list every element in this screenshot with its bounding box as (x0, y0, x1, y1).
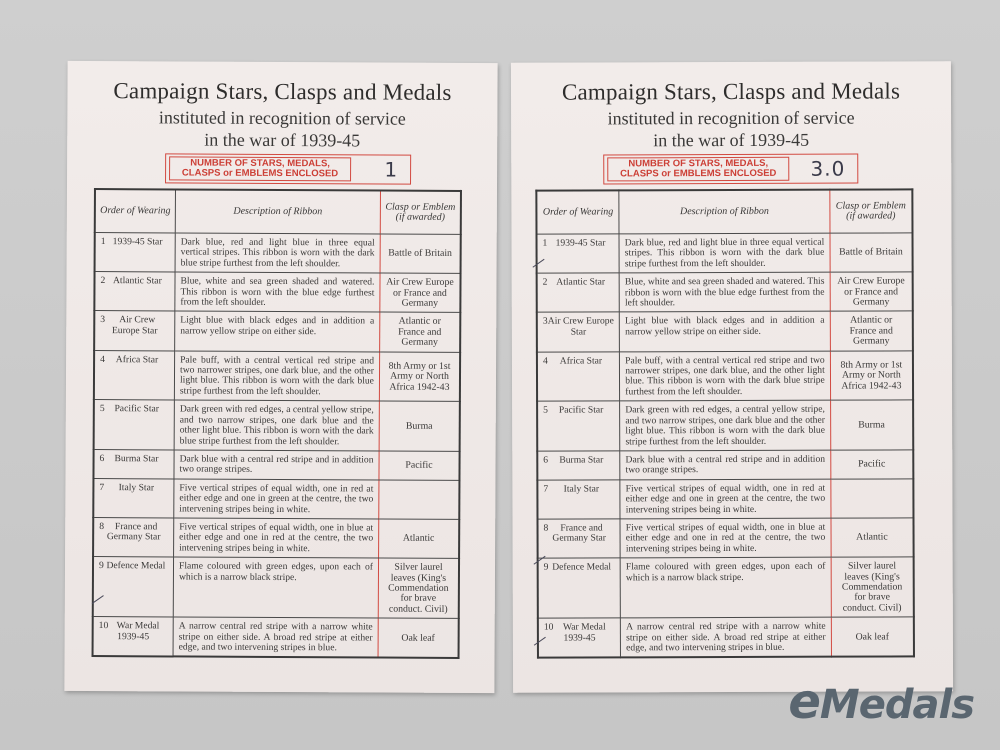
header-description: Description of Ribbon (175, 189, 380, 234)
enclosed-count-label: NUMBER OF STARS, MEDALS, CLASPS or EMBLEMS ENCLOSED (169, 156, 351, 181)
order-cell (93, 449, 174, 478)
header-order: Order of Wearing (95, 189, 176, 233)
ribbon-description: A narrow central red stripe with a narrow white stripe on either side. A broad red stripe at either edge, and two intervening stripes in blue. (621, 617, 832, 657)
ribbon-description: Flame coloured with green edges, upon each of which is a narrow black stripe. (620, 557, 831, 618)
clasp-emblem (379, 480, 460, 520)
order-cell (537, 312, 620, 352)
clasp-emblem: Atlantic or France and Germany (830, 311, 913, 351)
table-row (94, 272, 460, 313)
clasp-emblem: Oak leaf (831, 617, 914, 657)
medal-name: Pacific Star (558, 404, 604, 416)
medal-name: Africa Star (559, 355, 603, 367)
table-row (537, 400, 913, 451)
clasp-emblem: Atlantic or France and Germany (380, 312, 461, 352)
enclosed-count-box (165, 153, 411, 184)
medal-name: Burma Star (114, 453, 159, 465)
ribbon-table (92, 188, 462, 659)
enclosed-count-value: 3.0 (810, 156, 846, 181)
order-number: 9 (543, 561, 549, 573)
ribbon-description: A narrow central red stripe with a narrow white stripe on either side. A broad red stripe at either edge, and two intervening stripes in blue. (173, 617, 378, 658)
table-row (93, 517, 459, 558)
order-number: 3 (100, 314, 106, 326)
clasp-emblem: Air Crew Europe or France and Germany (380, 273, 461, 313)
table-row (94, 350, 460, 402)
clasp-emblem: Pacific (831, 450, 914, 479)
clasp-emblem: Atlantic (831, 518, 914, 558)
medal-name: Air Crew Europe Star (111, 314, 158, 337)
enclosed-count-box (603, 154, 858, 185)
table-body (537, 233, 914, 658)
clasp-emblem: Silver laurel leaves (King's Commendation for brave conduct. Civil) (378, 558, 459, 618)
table-row (94, 311, 460, 352)
medal-name: Italy Star (563, 483, 600, 495)
enclosed-count-label: NUMBER OF STARS, MEDALS, CLASPS or EMBLEMS ENCLOSED (607, 157, 789, 182)
order-number: 5 (99, 403, 105, 415)
form-title: Campaign Stars, Clasps and Medals (113, 78, 452, 105)
order-number: 5 (543, 404, 548, 416)
medal-name: Defence Medal (106, 560, 166, 572)
order-cell (537, 451, 620, 480)
form-title: Campaign Stars, Clasps and Medals (561, 78, 901, 105)
order-cell (537, 273, 620, 313)
medal-name: 1939-45 Star (112, 236, 163, 248)
ribbon-table (535, 188, 915, 659)
order-cell (94, 350, 175, 400)
medal-name: War Medal 1939-45 (116, 620, 160, 642)
medal-name: Atlantic Star (556, 276, 606, 288)
medal-name: France and Germany Star (552, 522, 606, 544)
table-row (93, 449, 459, 480)
table-row (93, 557, 459, 619)
clasp-emblem: Oak leaf (378, 618, 459, 658)
clasp-emblem: Burma (830, 400, 913, 450)
left-form-sheet (64, 61, 497, 693)
order-cell (537, 480, 620, 520)
table-row (537, 351, 913, 402)
right-form-sheet (511, 61, 953, 693)
order-cell (537, 234, 620, 274)
header-clasp: Clasp or Emblem (if awarded) (380, 191, 461, 235)
form-subtitle-line2: in the war of 1939-45 (204, 129, 361, 151)
order-number: 1 (542, 237, 548, 249)
order-cell (537, 519, 620, 559)
clasp-emblem: Battle of Britain (830, 233, 913, 273)
ribbon-description: Five vertical stripes of equal width, one in blue at either edge and one in red at the centre, the two intervening stripes being in white. (620, 518, 831, 558)
header-order: Order of Wearing (536, 190, 619, 234)
table-row (538, 617, 914, 658)
clasp-emblem: Silver laurel leaves (King's Commendation for brave conduct. Civil) (831, 557, 914, 617)
header-description: Description of Ribbon (619, 190, 830, 234)
order-number: 4 (100, 353, 105, 365)
order-number: 10 (543, 621, 554, 633)
clasp-emblem (831, 479, 914, 519)
enclosed-count-value: 1 (384, 157, 399, 182)
medal-name: Italy Star (118, 481, 155, 494)
medal-name: Pacific Star (114, 403, 160, 415)
ribbon-description: Five vertical stripes of equal width, one in blue at either edge and one in red at the centre, the two intervening stripes being in white. (174, 518, 379, 558)
order-number: 4 (542, 355, 548, 367)
clasp-emblem: 8th Army or 1st Army or North Africa 1942-43 (379, 352, 460, 402)
table-row (537, 479, 913, 520)
order-number: 10 (98, 620, 109, 632)
ribbon-description: Pale buff, with a central vertical red stripe and two narrower stripes, one dark blue, and the other light blue. This ribbon is worn with the dark blue stripe furthest from the left shoulder. (174, 351, 379, 402)
order-number: 7 (543, 483, 549, 495)
ribbon-description: Dark blue, red and light blue in three equal vertical stripes. This ribbon is worn with the dark blue stripe furthest from the left shoulder. (619, 233, 830, 273)
table-row (93, 617, 459, 659)
clasp-emblem: Air Crew Europe or France and Germany (830, 272, 913, 312)
order-cell (93, 478, 174, 518)
order-cell (538, 618, 621, 658)
table-row (94, 400, 460, 452)
form-subtitle-line1: instituted in recognition of service (607, 107, 855, 129)
order-cell (537, 352, 620, 402)
order-number: 1 (100, 236, 106, 248)
clasp-emblem: 8th Army or 1st Army or North Africa 1942-43 (830, 351, 913, 401)
table-header-row (536, 189, 912, 234)
ribbon-description: Dark blue, red and light blue in three equal vertical stripes. This ribbon is worn with the dark blue stripe furthest from the left shoulder. (175, 233, 380, 273)
table-row (537, 272, 913, 313)
ribbon-description: Light blue with black edges and in addition a narrow yellow stripe on either side. (619, 312, 830, 352)
ribbon-description: Blue, white and sea green shaded and watered. This ribbon is worn with the blue edge furthest from the left shoulder. (619, 272, 830, 312)
order-cell (94, 272, 175, 312)
order-cell (95, 233, 176, 273)
clasp-emblem: Pacific (379, 451, 460, 480)
ribbon-description: Dark blue with a central red stripe and in addition two orange stripes. (174, 450, 379, 480)
order-number: 2 (100, 275, 106, 287)
medal-name: Burma Star (559, 454, 604, 466)
clasp-emblem: Battle of Britain (380, 234, 461, 274)
medal-name: France and Germany Star (106, 521, 161, 543)
order-cell (94, 311, 175, 351)
form-subtitle-line2: in the war of 1939-45 (653, 129, 810, 151)
order-cell (537, 401, 620, 451)
ribbon-description: Pale buff, with a central vertical red stripe and two narrower stripes, one dark blue, and the other light blue. This ribbon is worn with the dark blue stripe furthest from the left shoulder. (620, 351, 831, 401)
form-subtitle-line1: instituted in recognition of service (158, 107, 406, 129)
order-number: 3 (542, 316, 548, 328)
ribbon-description: Light blue with black edges and in addition a narrow yellow stripe on either side. (175, 311, 380, 351)
medal-name: Defence Medal (552, 561, 612, 573)
ribbon-description: Dark green with red edges, a central yellow stripe, and two narrow stripes, one dark blue and the other light blue. This ribbon is worn with the dark blue stripe furthest from the left shoulder. (174, 400, 379, 451)
order-number: 8 (99, 520, 105, 533)
medal-name: Air Crew Europe Star (547, 315, 614, 338)
ribbon-description: Dark green with red edges, a central yellow stripe, and two narrow stripes, one dark blue and the other light blue. This ribbon is worn with the dark blue stripe furthest from the left shoulder. (620, 400, 831, 450)
order-number: 6 (99, 452, 105, 464)
ribbon-description: Dark blue with a central red stripe and in addition two orange stripes. (620, 450, 831, 480)
medal-name: Africa Star (115, 353, 159, 366)
table-body (93, 233, 461, 659)
ribbon-description: Blue, white and sea green shaded and watered. This ribbon is worn with the blue edge furthest from the left shoulder. (175, 272, 380, 312)
order-number: 6 (543, 454, 549, 466)
order-cell (538, 558, 621, 618)
emedals-logo: eMedals (788, 674, 974, 730)
table-row (537, 311, 913, 352)
order-number: 2 (542, 276, 548, 288)
clasp-emblem: Burma (379, 401, 460, 451)
table-row (93, 478, 459, 519)
order-cell (93, 557, 174, 617)
table-row (537, 450, 913, 480)
ribbon-description: Five vertical stripes of equal width, one in red at either edge and one in green at the centre, the two intervening stripes being in white. (620, 479, 831, 519)
header-clasp: Clasp or Emblem (if awarded) (830, 189, 913, 233)
ribbon-description: Flame coloured with green edges, upon each of which is a narrow black stripe. (173, 557, 378, 618)
medal-name: War Medal 1939-45 (562, 621, 606, 644)
medal-name: Atlantic Star (112, 275, 162, 287)
table-header-row (95, 189, 461, 234)
table-row (537, 233, 913, 274)
order-number: 9 (98, 560, 104, 572)
table-row (538, 557, 914, 618)
table-row (95, 233, 461, 274)
order-cell (94, 400, 175, 450)
clasp-emblem: Atlantic (379, 519, 460, 559)
medal-name: 1939-45 Star (555, 237, 606, 249)
order-cell (93, 617, 174, 657)
order-cell (93, 517, 174, 557)
table-row (537, 518, 913, 559)
order-number: 7 (99, 481, 105, 493)
ribbon-description: Five vertical stripes of equal width, one in red at either edge and one in green at the centre, the two intervening stripes being in white. (174, 479, 379, 519)
order-number: 8 (543, 522, 549, 534)
